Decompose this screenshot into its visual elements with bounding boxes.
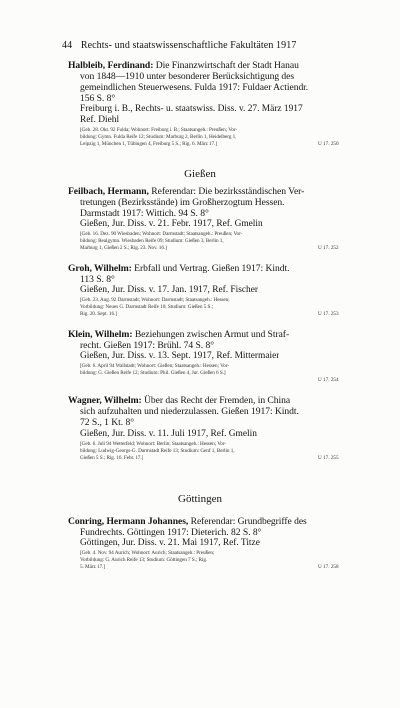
call-number: U 17. 252 bbox=[318, 245, 339, 251]
vita-line: bildung: Realgymn. Wiesbaden Reife 09; Studium: Gießen 3, Berlin 1, bbox=[80, 238, 224, 244]
record-line: Gießen, Jur. Diss. v. 13. Sept. 1917, Ref. Mittermaier bbox=[80, 351, 280, 361]
page-number: 44 bbox=[62, 40, 73, 51]
call-number: U 17. 254 bbox=[318, 377, 339, 383]
call-number: U 17. 253 bbox=[318, 311, 339, 317]
entry-line-1 bbox=[68, 263, 289, 274]
section-heading-giessen: Gießen bbox=[184, 168, 216, 180]
entry-line: von 1848—1910 unter besonderer Berücksichtigung des bbox=[80, 71, 295, 82]
record-line: Gießen, Jur. Diss. v. 11. Juli 1917, Ref. Gmelin bbox=[80, 429, 257, 439]
entry-line-1 bbox=[68, 516, 307, 527]
entry-line: Darmstadt 1917: Wittich. 94 S. 8° bbox=[80, 208, 209, 219]
running-title: Rechts- und staatswissenschaftliche Fakultäten 1917 bbox=[80, 40, 297, 51]
vita-line: Vorbildung: G. Aurich Reife 13; Studium: Göttingen 7 S.; Rig. bbox=[80, 557, 208, 563]
section-heading-goettingen: Göttingen bbox=[178, 493, 222, 505]
vita-line: 5. März 17.] bbox=[80, 564, 106, 570]
author-name: Feilbach, Hermann, bbox=[68, 186, 149, 197]
entry-line: 113 S. 8° bbox=[80, 274, 115, 285]
entry-line: 72 S., 1 Kt. 8° bbox=[80, 417, 134, 428]
vita-line: [Geb. 16. Dez. 90 Wiesbaden; Wohnort: Darmstadt; Staatsangeh.: Preußen; Vor- bbox=[80, 231, 243, 237]
author-name: Klein, Wilhelm: bbox=[68, 329, 133, 340]
vita-line: Vorbildung: Neues G. Darmstadt Reife 10; Studium: Gießen 5 S.; bbox=[80, 304, 213, 310]
record-line: Gießen, Jur. Diss. v. 17. Jan. 1917, Ref. Fischer bbox=[80, 285, 259, 295]
record-line: Gießen, Jur. Diss. v. 21. Febr. 1917, Ref. Gmelin bbox=[80, 219, 263, 229]
vita-line: Gießen 5 S.; Rig. 16. Febr. 17.] bbox=[80, 455, 144, 461]
vita-line: [Geb. 4. Nov. 94 Aurich; Wohnort: Aurich; Staatsangeh.: Preußen; bbox=[80, 550, 215, 556]
title-text: Beziehungen zwischen Armut und Straf- bbox=[134, 329, 290, 340]
author-name: Groh, Wilhelm: bbox=[68, 263, 132, 274]
vita-line: [Geb. 28. Okt. 92 Fulda; Wohnort: Freiburg i. B.; Staatsangeh.: Preußen; Vor- bbox=[80, 127, 238, 133]
vita-line: [Geb. 6. April 94 Wallstadt; Wohnort: Gießen; Staatsangeh.: Hessen; Vor- bbox=[80, 363, 229, 369]
author-name: Halbleib, Ferdinand: bbox=[68, 60, 154, 71]
vita-line: bildung: Ludwig-Georgs-G. Darmstadt Reife 13; Studium: Genf 1, Berlin 1, bbox=[80, 448, 235, 454]
title-text: Erbfall und Vertrag. Gießen 1917: Kindt. bbox=[134, 263, 290, 274]
vita-line: Marburg 1, Gießen 2 S.; Rig. 23. Nov. 16.] bbox=[80, 245, 167, 251]
entry-line: sich aufzuhalten und niederzulassen. Gießen 1917: Kindt. bbox=[80, 406, 299, 417]
vita-line: Rig. 20. Sept. 16.] bbox=[80, 311, 117, 317]
record-line: Ref. Diehl bbox=[80, 115, 120, 125]
entry-line: tretungen (Bezirksstände) im Großherzogtum Hessen. bbox=[80, 197, 285, 208]
vita-line: [Geb. 23. Aug. 92 Darmstadt; Wohnort: Darmstadt; Staatsangeh.: Hessen; bbox=[80, 297, 230, 303]
title-text: Über das Recht der Fremden, in China bbox=[144, 395, 291, 406]
title-text: Referendar: Grundbegriffe des bbox=[190, 516, 307, 527]
entry-line: recht. Gießen 1917: Brühl. 74 S. 8° bbox=[80, 340, 214, 351]
entry-line-1 bbox=[68, 395, 290, 406]
record-line: Göttingen, Jur. Diss. v. 21. Mai 1917, Ref. Titze bbox=[80, 538, 260, 548]
entry-line: 156 S. 8° bbox=[80, 93, 116, 104]
call-number: U 17. 255 bbox=[318, 455, 339, 461]
vita-line: Leipzig 1, München 1, Tübingen 4, Freiburg 5 S.; Rig. 6. März 17.] bbox=[80, 141, 217, 147]
author-name: Wagner, Wilhelm: bbox=[68, 395, 142, 406]
page-header bbox=[62, 40, 296, 51]
vita-line: bildung: G. Gießen Reife 12; Studium: Phil. Gießen 4, Jur. Gießen 6 S.] bbox=[80, 370, 226, 376]
entry-line-1 bbox=[68, 186, 304, 197]
vita-line: [Geb. 6. Juli 94 Wetterfeld; Wohnort: Berlin; Staatsangeh.: Hessen; Vor- bbox=[80, 441, 227, 447]
entry-line: gemeindlichen Steuerwesens. Fulda 1917: Fuldaer Actiendr. bbox=[80, 82, 309, 93]
call-number: U 17. 258 bbox=[318, 564, 339, 570]
title-text: Referendar: Die bezirksständischen Ver- bbox=[151, 186, 305, 197]
entry-line: Fundrechts. Göttingen 1917: Dieterich. 82 S. 8° bbox=[80, 527, 262, 538]
entry-line-1 bbox=[68, 60, 299, 71]
call-number: U 17. 250 bbox=[318, 141, 339, 147]
author-name: Conring, Hermann Johannes, bbox=[68, 516, 189, 527]
record-line: Freiburg i. B., Rechts- u. staatswiss. Diss. v. 27. März 1917 bbox=[80, 104, 303, 114]
entry-line-1 bbox=[68, 329, 289, 340]
title-text: Die Finanzwirtschaft der Stadt Hanau bbox=[155, 60, 299, 71]
vita-line: bildung: Gymn. Fulda Reife 12; Studium: Marburg 2, Berlin 1, Heidelberg 1, bbox=[80, 134, 237, 140]
